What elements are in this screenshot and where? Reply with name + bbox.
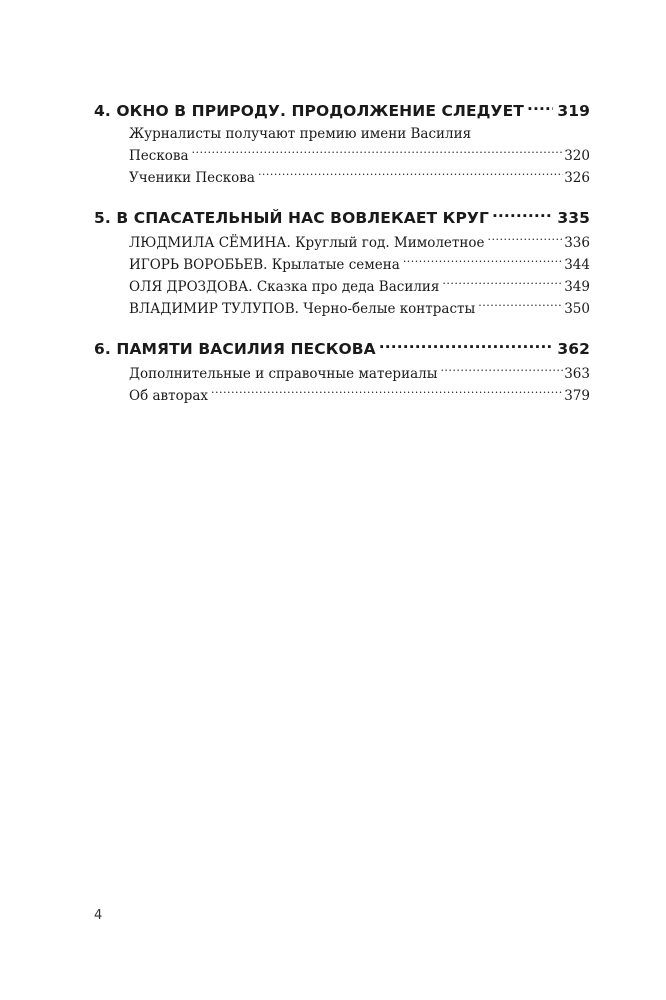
toc-entry [129,166,590,188]
entry-page: 326 [564,170,590,186]
dot-leader [440,362,563,378]
entry-title: ЛЮДМИЛА СЁМИНА. Круглый год. Мимолетное [129,235,485,251]
dot-leader [192,144,564,160]
toc-section-4 [94,98,590,188]
entry-title: ОЛЯ ДРОЗДОВА. Сказка про деда Василия [129,279,440,295]
dot-leader [442,275,563,291]
entry-page: 344 [564,257,590,273]
dot-leader [379,336,554,354]
entry-page: 379 [564,388,590,404]
entry-page: 363 [564,366,590,382]
entry-title-line-1: Журналисты получают премию имени Василия [129,126,472,142]
entry-page: 349 [564,279,590,295]
entry-title: Пескова [129,148,189,164]
section-title: 5. В СПАСАТЕЛЬНЫЙ НАС ВОВЛЕКАЕТ КРУГ [94,209,489,227]
section-heading [94,98,590,122]
dot-leader [211,384,563,400]
table-of-contents [94,98,590,423]
toc-section-5 [94,205,590,319]
entry-title: Ученики Пескова [129,170,255,186]
dot-leader [258,166,563,182]
toc-entry [129,124,590,166]
dot-leader [492,205,553,223]
entry-title: ВЛАДИМИР ТУЛУПОВ. Черно-белые контрасты [129,301,476,317]
dot-leader [403,253,563,269]
entry-page: 336 [564,235,590,251]
toc-section-6 [94,336,590,406]
dot-leader [488,231,564,247]
entry-page: 350 [564,301,590,317]
toc-entry [129,275,590,297]
toc-entry [129,297,590,319]
toc-entry [129,231,590,253]
entry-page: 320 [564,148,590,164]
section-heading [94,205,590,229]
entry-title: Об авторах [129,388,209,404]
toc-entry [129,362,590,384]
page-number: 4 [94,908,103,923]
toc-entry [129,253,590,275]
toc-entry [129,384,590,406]
entry-title: Дополнительные и справочные материалы [129,366,438,382]
section-page: 319 [557,102,590,120]
section-title: 4. ОКНО В ПРИРОДУ. ПРОДОЛЖЕНИЕ СЛЕДУЕТ [94,102,524,120]
section-heading [94,336,590,360]
dot-leader [478,297,563,313]
section-title: 6. ПАМЯТИ ВАСИЛИЯ ПЕСКОВА [94,340,376,358]
entry-title: ИГОРЬ ВОРОБЬЕВ. Крылатые семена [129,257,400,273]
section-page: 335 [557,209,590,227]
section-page: 362 [557,340,590,358]
dot-leader [527,98,553,116]
